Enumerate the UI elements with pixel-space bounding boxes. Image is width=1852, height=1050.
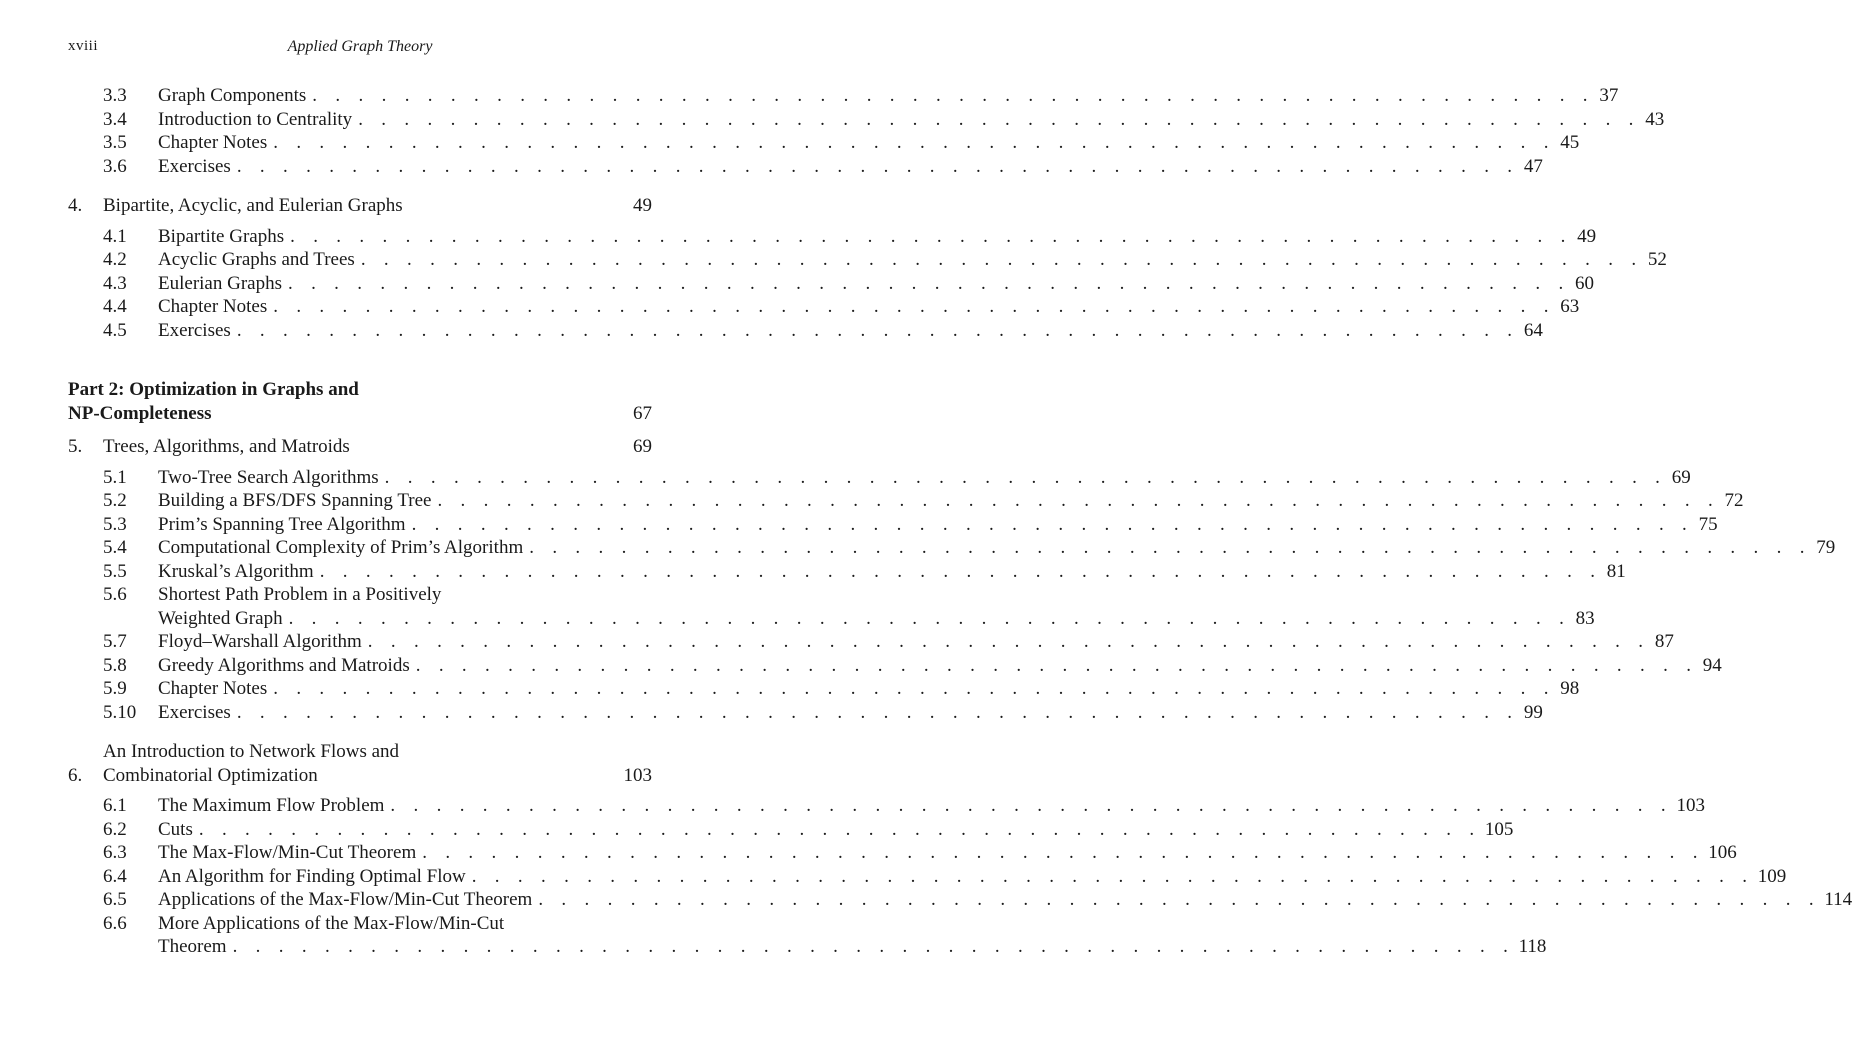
dot-leader: . . . . . . . . . . . . . . . . . . . . . . . . . . . . . . . . . . . . . . . . . . . . . . . . . . . . . . . .: [236, 155, 1519, 177]
section-title-line-2: Weighted Graph: [158, 607, 283, 629]
section-page: 87: [1654, 631, 1674, 652]
chapter-page: 103: [623, 764, 652, 786]
section-title: Two-Tree Search Algorithms: [158, 466, 379, 488]
section-page: 83: [1575, 607, 1595, 629]
section-title: Chapter Notes: [158, 296, 268, 317]
dot-leader: . . . . . . . . . . . . . . . . . . . . . . . . . . . . . . . . . . . . . . . . . . . . . . . . . . . . . . . .: [232, 936, 1515, 957]
toc-section[interactable]: [68, 841, 1737, 865]
dot-leader: . . . . . . . . . . . . . . . . . . . . . . . . . . . . . . . . . . . . . . . . . . . . . . . . . . . . . . . .: [288, 607, 1571, 629]
section-page: 47: [1523, 155, 1543, 177]
section-title: Applications of the Max-Flow/Min-Cut Theorem: [158, 889, 533, 910]
dot-leader: . . . . . . . . . . . . . . . . . . . . . . . . . . . . . . . . . . . . . . . . . . . . . . . . . . . . . . . .: [198, 818, 1481, 840]
section-number: 5.4: [103, 537, 127, 558]
section-page: 105: [1484, 818, 1514, 840]
section-number: 5.9: [103, 678, 127, 699]
section-page: 98: [1560, 678, 1580, 699]
dot-leader: . . . . . . . . . . . . . . . . . . . . . . . . . . . . . . . . . . . . . . . . . . . . . . . . . . . . . . . .: [287, 272, 1571, 294]
section-page: 60: [1575, 272, 1595, 294]
part-title-line-1: Part 2: Optimization in Graphs and: [68, 379, 359, 400]
section-title: Introduction to Centrality: [158, 108, 353, 130]
toc-chapter-5[interactable]: [68, 435, 652, 459]
section-number: 5.2: [103, 490, 127, 511]
toc-section[interactable]: [68, 794, 1705, 818]
toc-section[interactable]: [68, 677, 1580, 701]
chapter-4-sections: [68, 225, 1667, 343]
section-number: 6.2: [103, 818, 127, 840]
dot-leader: . . . . . . . . . . . . . . . . . . . . . . . . . . . . . . . . . . . . . . . . . . . . . . . . . . . . . . . .: [360, 249, 1643, 270]
toc-section[interactable]: [68, 513, 1718, 537]
section-number: 6.6: [103, 912, 127, 934]
dot-leader: . . . . . . . . . . . . . . . . . . . . . . . . . . . . . . . . . . . . . . . . . . . . . . . . . . . . . . . .: [236, 701, 1519, 723]
book-title: Applied Graph Theory: [287, 38, 433, 55]
toc-section[interactable]: [68, 888, 1852, 912]
section-page: 75: [1698, 513, 1718, 535]
section-title: Chapter Notes: [158, 132, 268, 153]
section-number: 5.1: [103, 466, 127, 488]
dot-leader: . . . . . . . . . . . . . . . . . . . . . . . . . . . . . . . . . . . . . . . . . . . . . . . . . . . . . . . .: [422, 842, 1705, 863]
dot-leader: . . . . . . . . . . . . . . . . . . . . . . . . . . . . . . . . . . . . . . . . . . . . . . . . . . . . . . . .: [538, 889, 1821, 910]
section-page: 64: [1523, 319, 1543, 341]
toc-section[interactable]: [68, 865, 1787, 889]
dot-leader: . . . . . . . . . . . . . . . . . . . . . . . . . . . . . . . . . . . . . . . . . . . . . . . . . . . . . . . .: [312, 85, 1595, 106]
toc-section[interactable]: [68, 466, 1691, 490]
section-number: 4.2: [103, 249, 127, 270]
part-title: [68, 378, 632, 425]
running-head: [68, 38, 652, 62]
section-title: Graph Components: [158, 85, 307, 106]
chapter-5-sections-continued: [68, 630, 1722, 724]
section-page: 69: [1671, 466, 1691, 488]
toc-section-6-6[interactable]: [68, 912, 1547, 959]
dot-leader: . . . . . . . . . . . . . . . . . . . . . . . . . . . . . . . . . . . . . . . . . . . . . . . . . . . . . . . .: [471, 865, 1754, 887]
toc-section[interactable]: [68, 701, 1543, 725]
toc-section[interactable]: [68, 295, 1580, 319]
chapter-title: Trees, Algorithms, and Matroids: [103, 436, 350, 457]
section-number: 4.1: [103, 225, 127, 247]
section-number: 5.8: [103, 654, 127, 676]
section-number: 3.5: [103, 132, 127, 153]
section-title-line-1: More Applications of the Max-Flow/Min-Cut: [158, 912, 505, 934]
section-page: 106: [1708, 842, 1737, 863]
chapter-5-sections: [68, 466, 1836, 584]
dot-leader: . . . . . . . . . . . . . . . . . . . . . . . . . . . . . . . . . . . . . . . . . . . . . . . . . . . . . . . .: [367, 631, 1650, 652]
section-title: Acyclic Graphs and Trees: [158, 249, 355, 270]
part-page: 67: [633, 402, 652, 424]
toc-section-5-6[interactable]: [68, 583, 1595, 630]
dot-leader: . . . . . . . . . . . . . . . . . . . . . . . . . . . . . . . . . . . . . . . . . . . . . . . . . . . . . . . .: [384, 466, 1667, 488]
toc-section[interactable]: [68, 818, 1514, 842]
section-title: An Algorithm for Finding Optimal Flow: [158, 865, 466, 887]
section-number: 6.3: [103, 842, 127, 863]
chapter-3-sections: [68, 84, 1665, 178]
section-number: 4.5: [103, 319, 127, 341]
section-title: Building a BFS/DFS Spanning Tree: [158, 490, 432, 511]
toc-section[interactable]: [68, 108, 1665, 132]
toc-chapter-4[interactable]: [68, 194, 652, 218]
section-page: 114: [1824, 889, 1852, 910]
section-number: 5.10: [103, 701, 137, 723]
section-page: 37: [1599, 85, 1619, 106]
chapter-title-line-1: An Introduction to Network Flows and: [103, 741, 400, 762]
toc-section[interactable]: [68, 84, 1619, 108]
section-number: 3.6: [103, 155, 127, 177]
toc-section[interactable]: [68, 654, 1722, 678]
section-title: Floyd–Warshall Algorithm: [158, 631, 362, 652]
section-number: 3.4: [103, 108, 127, 130]
section-title: Greedy Algorithms and Matroids: [158, 654, 410, 676]
chapter-number: 5.: [68, 436, 83, 457]
section-title: Eulerian Graphs: [158, 272, 282, 294]
section-title: Kruskal’s Algorithm: [158, 560, 314, 582]
toc-section[interactable]: [68, 131, 1580, 155]
section-page: 49: [1577, 225, 1597, 247]
section-number: 3.3: [103, 85, 127, 106]
section-title-line-2: Theorem: [158, 936, 227, 957]
section-title: The Maximum Flow Problem: [158, 795, 385, 816]
section-number: 5.3: [103, 513, 127, 535]
section-page: 79: [1816, 537, 1836, 558]
chapter-6-sections: [68, 794, 1852, 912]
dot-leader: . . . . . . . . . . . . . . . . . . . . . . . . . . . . . . . . . . . . . . . . . . . . . . . . . . . . . . . .: [290, 225, 1573, 247]
section-title: Exercises: [158, 155, 231, 177]
section-page: 52: [1647, 249, 1667, 270]
toc-section[interactable]: [68, 319, 1543, 343]
dot-leader: . . . . . . . . . . . . . . . . . . . . . . . . . . . . . . . . . . . . . . . . . . . . . . . . . . . . . . . .: [411, 513, 1694, 535]
dot-leader: . . . . . . . . . . . . . . . . . . . . . . . . . . . . . . . . . . . . . . . . . . . . . . . . . . . . . . . .: [236, 319, 1519, 341]
section-number: 6.4: [103, 865, 127, 887]
section-page: 94: [1702, 654, 1722, 676]
dot-leader: . . . . . . . . . . . . . . . . . . . . . . . . . . . . . . . . . . . . . . . . . . . . . . . . . . . . . . . .: [273, 296, 1556, 317]
toc-section[interactable]: [68, 489, 1744, 513]
section-title: Chapter Notes: [158, 678, 268, 699]
toc-section[interactable]: [68, 536, 1836, 560]
chapter-title: [103, 740, 624, 787]
dot-leader: . . . . . . . . . . . . . . . . . . . . . . . . . . . . . . . . . . . . . . . . . . . . . . . . . . . . . . . .: [319, 560, 1602, 582]
section-page: 45: [1560, 132, 1580, 153]
chapter-number: 4.: [68, 195, 83, 216]
part-title-line-2: NP-Completeness: [68, 402, 212, 424]
section-page: 118: [1518, 936, 1547, 957]
section-title: Cuts: [158, 818, 193, 840]
section-title-line-1: Shortest Path Problem in a Positively: [158, 584, 442, 605]
section-page: 81: [1606, 560, 1626, 582]
dot-leader: . . . . . . . . . . . . . . . . . . . . . . . . . . . . . . . . . . . . . . . . . . . . . . . . . . . . . . . .: [390, 795, 1673, 816]
section-page: 72: [1724, 490, 1744, 511]
section-number: 5.6: [103, 584, 127, 605]
toc-section[interactable]: [68, 155, 1543, 179]
dot-leader: . . . . . . . . . . . . . . . . . . . . . . . . . . . . . . . . . . . . . . . . . . . . . . . . . . . . . . . .: [273, 678, 1556, 699]
section-title: The Max-Flow/Min-Cut Theorem: [158, 842, 417, 863]
section-title: Exercises: [158, 319, 231, 341]
page-number: xviii: [68, 38, 99, 54]
section-title: Bipartite Graphs: [158, 225, 285, 247]
dot-leader: . . . . . . . . . . . . . . . . . . . . . . . . . . . . . . . . . . . . . . . . . . . . . . . . . . . . . . . .: [273, 132, 1556, 153]
dot-leader: . . . . . . . . . . . . . . . . . . . . . . . . . . . . . . . . . . . . . . . . . . . . . . . . . . . . . . . .: [437, 490, 1720, 511]
section-title: Prim’s Spanning Tree Algorithm: [158, 513, 406, 535]
chapter-title: Bipartite, Acyclic, and Eulerian Graphs: [103, 195, 403, 216]
toc-part-2[interactable]: [68, 378, 652, 425]
dot-leader: . . . . . . . . . . . . . . . . . . . . . . . . . . . . . . . . . . . . . . . . . . . . . . . . . . . . . . . .: [358, 108, 1641, 130]
section-number: 6.1: [103, 795, 127, 816]
section-number: 5.7: [103, 631, 127, 652]
section-title: Exercises: [158, 701, 231, 723]
section-page: 103: [1676, 795, 1705, 816]
section-page: 109: [1757, 865, 1787, 887]
section-page: 63: [1560, 296, 1580, 317]
section-page: 99: [1523, 701, 1543, 723]
section-number: 5.5: [103, 560, 127, 582]
chapter-page: 69: [633, 436, 652, 457]
table-of-contents: [68, 84, 1852, 959]
toc-section[interactable]: [68, 248, 1667, 272]
toc-chapter-6[interactable]: [68, 740, 652, 787]
toc-section[interactable]: [68, 630, 1674, 654]
chapter-page: 49: [633, 195, 652, 216]
toc-section[interactable]: [68, 272, 1595, 296]
toc-section[interactable]: [68, 560, 1626, 584]
chapter-title-line-2: Combinatorial Optimization: [103, 764, 318, 786]
section-number: 6.5: [103, 889, 127, 910]
section-number: 4.3: [103, 272, 127, 294]
section-page: 43: [1645, 108, 1665, 130]
section-number: 4.4: [103, 296, 127, 317]
toc-section[interactable]: [68, 225, 1597, 249]
dot-leader: . . . . . . . . . . . . . . . . . . . . . . . . . . . . . . . . . . . . . . . . . . . . . . . . . . . . . . . .: [415, 654, 1698, 676]
section-title: Computational Complexity of Prim’s Algorithm: [158, 537, 524, 558]
chapter-number: 6.: [68, 764, 83, 786]
dot-leader: . . . . . . . . . . . . . . . . . . . . . . . . . . . . . . . . . . . . . . . . . . . . . . . . . . . . . . . .: [529, 537, 1812, 558]
